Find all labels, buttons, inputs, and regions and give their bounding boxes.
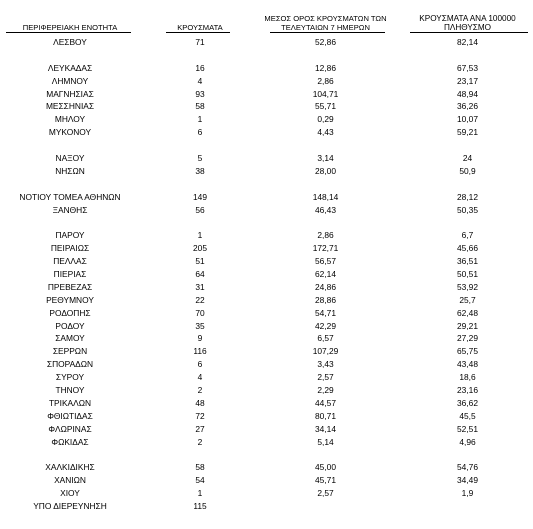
table-spacer-row [0,216,533,229]
table-row [0,397,533,410]
table-row [0,436,533,449]
table-row [0,332,533,345]
per-100000-cell: 10,07 [457,114,478,125]
cases-cell: 54 [195,475,205,486]
table-row [0,126,533,139]
per-100000-cell: 50,35 [457,204,478,215]
average-cell: 3,43 [317,359,334,370]
per-100000-cell: 23,16 [457,385,478,396]
per-100000-cell: 29,21 [457,320,478,331]
region-cell: ΣΥΡΟΥ [55,372,85,383]
cases-cell: 22 [195,294,205,305]
average-cell: 24,86 [315,281,336,292]
region-cell: ΧΑΛΚΙΔΙΚΗΣ [45,462,95,473]
table-row [0,36,533,49]
per-100000-cell: 34,49 [457,475,478,486]
per-100000-cell: 36,62 [457,397,478,408]
cases-cell: 35 [195,320,205,331]
cases-cell: 2 [197,385,203,396]
table-row [0,113,533,126]
average-cell: 45,00 [315,462,336,473]
header-underline-per-100000 [410,32,528,33]
table-row [0,320,533,333]
region-cell: ΣΑΜΟΥ [55,333,85,344]
average-cell: 2,57 [317,488,334,499]
cases-cell: 58 [195,462,205,473]
cases-cell: 9 [197,333,203,344]
header-underline-average [270,32,385,33]
header-underline-region [6,32,131,33]
per-100000-cell: 28,12 [457,191,478,202]
cases-cell: 58 [195,101,205,112]
average-cell: 44,57 [315,397,336,408]
table-row [0,281,533,294]
table-row [0,371,533,384]
cases-cell: 116 [193,346,207,357]
average-cell: 2,86 [317,230,334,241]
region-cell: ΠΡΕΒΕΖΑΣ [47,281,93,292]
header-underline-cases [166,32,230,33]
header-per-line1: ΚΡΟΥΣΜΑΤΑ ΑΝΑ 100000 [419,14,516,23]
table-row [0,255,533,268]
cases-cell: 4 [197,75,203,86]
region-cell: ΦΛΩΡΙΝΑΣ [48,423,92,434]
table-row [0,358,533,371]
region-cell: ΠΙΕΡΙΑΣ [53,269,87,280]
average-cell: 42,29 [315,320,336,331]
cases-cell: 4 [197,372,203,383]
average-cell: 5,14 [317,436,334,447]
header-avg-line1: ΜΕΣΟΣ ΟΡΟΣ ΚΡΟΥΣΜΑΤΩΝ ΤΩΝ [264,14,387,23]
table-row [0,204,533,217]
region-cell: ΝΗΣΩΝ [55,165,85,176]
average-cell: 54,71 [315,307,336,318]
region-cell: ΜΥΚΟΝΟΥ [48,127,92,138]
average-cell: 62,14 [315,269,336,280]
table-row [0,75,533,88]
per-100000-cell: 1,9 [461,488,474,499]
per-100000-cell: 25,7 [459,294,476,305]
header-cases: ΚΡΟΥΣΜΑΤΑ [177,23,223,32]
average-cell: 2,86 [317,75,334,86]
per-100000-cell: 48,94 [457,88,478,99]
average-cell: 34,14 [315,423,336,434]
table-spacer-row [0,178,533,191]
table-row [0,62,533,75]
per-100000-cell: 50,9 [459,165,476,176]
table-row [0,191,533,204]
cases-cell: 48 [195,397,205,408]
table-row [0,461,533,474]
per-100000-cell: 67,53 [457,62,478,73]
per-100000-cell: 43,48 [457,359,478,370]
header-region: ΠΕΡΙΦΕΡΕΙΑΚΗ ΕΝΟΤΗΤΑ [22,23,118,32]
region-cell: ΡΕΘΥΜΝΟΥ [46,294,94,305]
per-100000-cell: 45,5 [459,410,476,421]
average-cell: 80,71 [315,410,336,421]
table-row [0,500,533,513]
region-cell: ΛΕΣΒΟΥ [53,37,87,47]
table-row [0,268,533,281]
region-cell: ΧΙΟΥ [60,488,80,499]
cases-cell: 16 [195,62,205,73]
cases-cell: 205 [193,243,207,254]
table-row [0,229,533,242]
average-cell: 2,29 [317,385,334,396]
cases-cell: 2 [197,436,203,447]
region-cell: ΠΑΡΟΥ [55,230,85,241]
table-row [0,88,533,101]
cases-cell: 1 [197,114,203,125]
table-row [0,307,533,320]
region-cell: ΛΗΜΝΟΥ [51,75,89,86]
cases-cell: 149 [193,191,207,202]
average-cell: 52,86 [315,37,336,47]
per-100000-cell: 27,29 [457,333,478,344]
region-cell: ΠΕΛΛΑΣ [53,256,87,267]
cases-cell: 56 [195,204,205,215]
table-row [0,474,533,487]
table-row [0,345,533,358]
cases-cell: 27 [195,423,205,434]
per-100000-cell: 18,6 [459,372,476,383]
per-100000-cell: 50,51 [457,269,478,280]
region-cell: ΝΟΤΙΟΥ ΤΟΜΕΑ ΑΘΗΝΩΝ [19,191,121,202]
average-cell: 28,00 [315,165,336,176]
average-cell: 172,71 [312,243,339,254]
table-row [0,384,533,397]
table-row [0,294,533,307]
table-row [0,165,533,178]
cases-cell: 93 [195,88,205,99]
cases-cell: 38 [195,165,205,176]
average-cell: 55,71 [315,101,336,112]
average-cell: 3,14 [317,153,334,164]
per-100000-cell: 4,96 [459,436,476,447]
per-100000-cell: 23,17 [457,75,478,86]
average-cell: 107,29 [312,346,339,357]
average-cell: 0,29 [317,114,334,125]
average-cell: 45,71 [315,475,336,486]
cases-cell: 1 [197,488,203,499]
region-cell: ΞΑΝΘΗΣ [52,204,88,215]
region-cell: ΤΗΝΟΥ [55,385,85,396]
per-100000-cell: 6,7 [461,230,474,241]
table-row [0,410,533,423]
per-100000-cell: 36,26 [457,101,478,112]
cases-cell: 64 [195,269,205,280]
average-cell: 28,86 [315,294,336,305]
per-100000-cell: 24 [462,153,473,164]
average-cell: 104,71 [312,88,339,99]
cases-cell: 70 [195,307,205,318]
region-cell: ΝΑΞΟΥ [55,153,85,164]
average-cell: 4,43 [317,127,334,138]
region-cell: ΡΟΔΟΠΗΣ [49,307,91,318]
region-cell: ΜΑΓΝΗΣΙΑΣ [46,88,94,99]
per-100000-cell: 65,75 [457,346,478,357]
table-spacer-row [0,449,533,462]
cases-cell: 6 [197,127,203,138]
per-100000-cell: 52,51 [457,423,478,434]
region-cell: ΤΡΙΚΑΛΩΝ [48,397,92,408]
per-100000-cell: 59,21 [457,127,478,138]
region-cell: ΡΟΔΟΥ [55,320,85,331]
cases-cell: 72 [195,410,205,421]
region-cell: ΠΕΙΡΑΙΩΣ [50,243,90,254]
per-100000-cell: 54,76 [457,462,478,473]
cases-cell: 1 [197,230,203,241]
average-cell: 2,57 [317,372,334,383]
cases-cell: 31 [195,281,205,292]
table-row [0,423,533,436]
per-100000-cell: 82,14 [457,37,478,47]
region-cell: ΣΕΡΡΩΝ [52,346,88,357]
table-row [0,100,533,113]
cases-cell: 5 [197,153,203,164]
region-cell: ΜΗΛΟΥ [54,114,86,125]
region-cell: ΜΕΣΣΗΝΙΑΣ [45,101,95,112]
header-avg-line2: ΤΕΛΕΥΤΑΙΩΝ 7 ΗΜΕΡΩΝ [281,23,370,32]
cases-cell: 51 [195,256,205,267]
table-row [0,152,533,165]
cases-cell: 6 [197,359,203,370]
per-100000-cell: 36,51 [457,256,478,267]
cases-cell: 115 [193,501,207,512]
cases-cell: 71 [195,37,205,47]
average-cell: 46,43 [315,204,336,215]
header-cases-per-100000 [405,14,530,32]
table-spacer-row [0,49,533,62]
region-cell: ΧΑΝΙΩΝ [54,475,86,486]
table-body [0,36,533,513]
table-spacer-row [0,139,533,152]
average-cell: 6,57 [317,333,334,344]
per-100000-cell: 62,48 [457,307,478,318]
header-per-line2: ΠΛΗΘΥΣΜΟ [443,23,492,32]
average-cell: 12,86 [315,62,336,73]
table-row [0,487,533,500]
region-cell: ΥΠΟ ΔΙΕΡΕΥΝΗΣΗ [33,501,107,512]
per-100000-cell: 45,66 [457,243,478,254]
region-cell: ΦΩΚΙΔΑΣ [51,436,89,447]
region-cell: ΛΕΥΚΑΔΑΣ [47,62,93,73]
region-cell: ΦΘΙΩΤΙΔΑΣ [47,410,93,421]
region-cell: ΣΠΟΡΑΔΩΝ [46,359,94,370]
header-seven-day-average [263,14,388,32]
average-cell: 56,57 [315,256,336,267]
average-cell: 148,14 [312,191,339,202]
table-row [0,242,533,255]
per-100000-cell: 53,92 [457,281,478,292]
